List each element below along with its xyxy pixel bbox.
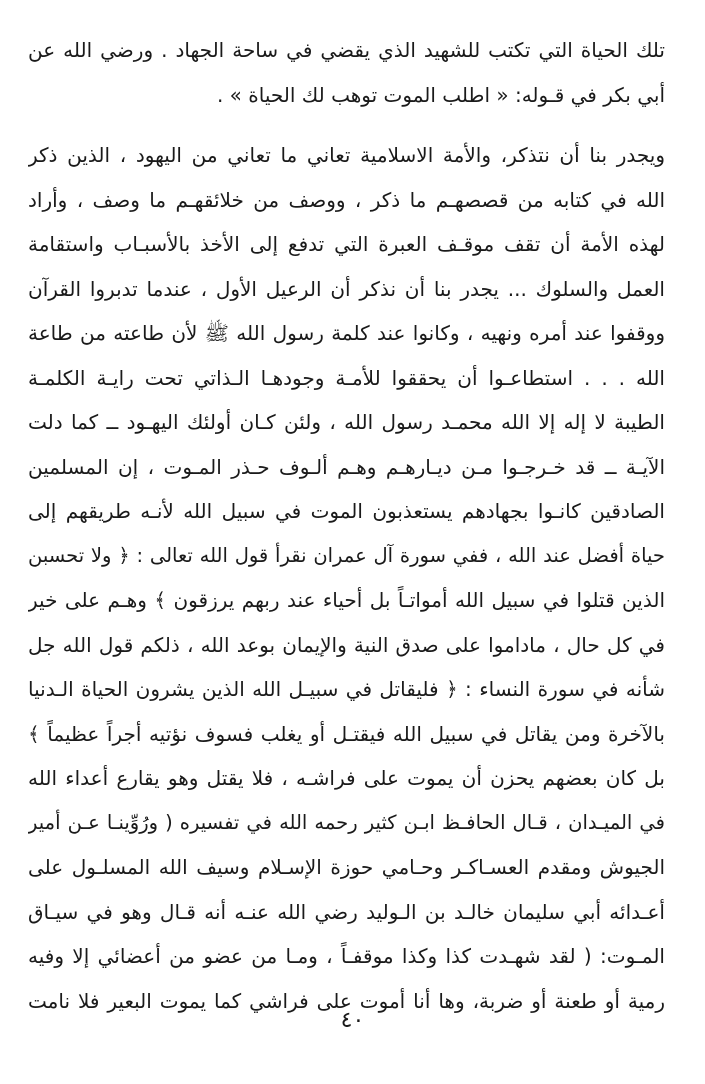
text-line: حياة أفضل عند الله ، ففي سورة آل عمران نقرأ قول الله تعالى : ﴿ ولا تحسبن: [28, 543, 665, 567]
paragraph-2: [28, 133, 665, 1023]
text-line: لهذه الأمة أن تقف موقـف العبرة التي تدفع إلى الأخذ بالأسبـاب واستقامة: [28, 232, 665, 256]
text-line: المـوت: ( لقد شهـدت كذا وكذا موقفـاً ، ومـا من عضو من أعضائي إلا وفيه: [28, 944, 665, 968]
text-line: بل كان بعضهم يحزن أن يموت على فراشـه ، فلا يقتل وهو يقارع أعداء الله: [28, 766, 665, 790]
document-page: [28, 28, 665, 1044]
text-line: العمل والسلوك ... يجدر بنا أن نذكر أن الرعيل الأول ، عندما تدبروا القرآن: [28, 276, 665, 301]
text-line: شأنه في سورة النساء : ﴿ فليقاتل في سبيـل الله الذين يشرون الحياة الـدنيا: [28, 677, 665, 701]
text-line: أعـدائه أبي سليمان خالـد بن الـوليد رضي الله عنـه أنه قـال وهو في سيـاق: [28, 899, 665, 924]
text-line: في الميـدان ، قـال الحافـظ ابـن كثير رحمه الله في تفسيره ( ورُوِّينـا عـن أمير: [28, 810, 665, 834]
text-line: الآيـة ــ قد خـرجـوا مـن ديـارهـم وهـم ألـوف حـذر المـوت ، إن المسلمين: [28, 454, 665, 479]
text-line: ووقفوا عند أمره ونهيه ، وكانوا عند كلمة رسول الله ﷺ لأن طاعته من طاعة: [28, 321, 665, 345]
text-line: الطيبة لا إله إلا الله محمـد رسول الله ، ولئن كـان أولئك اليهـود ــ كما دلت: [28, 410, 665, 434]
paragraph-1: [28, 28, 665, 117]
text-line: الذين قتلوا في سبيل الله أمواتـاً بل أحياء عند ربهم يرزقون ﴾ وهـم على خير: [28, 588, 665, 612]
text-line: الله في كتابه من قصصهـم ما ذكر ، ووصف من خلائقهـم ما وصف ، وأراد: [28, 187, 665, 212]
text-line: رمية أو طعنة أو ضربة، وها أنا أموت على فراشي كما يموت البعير فلا نامت: [28, 988, 665, 1013]
page-number: ٤٠: [340, 1008, 365, 1033]
text-line: الجيوش ومقدم العسـاكـر وحـامي حوزة الإسـلام وسيف الله المسلـول على: [28, 855, 665, 879]
text-line: في كل حال ، ماداموا على صدق النية والإيمان بوعد الله ، ذلكم قول الله جل: [28, 632, 665, 657]
text-line: أبي بكر في قـوله: « اطلب الموت توهب لك الحياة » .: [216, 82, 665, 107]
text-line: تلك الحياة التي تكتب للشهيد الذي يقضي في ساحة الجهاد . ورضي الله عن: [28, 38, 665, 62]
paragraph-gap: [28, 117, 665, 133]
text-line: ويجدر بنا أن نتذكر، والأمة الاسلامية تعاني ما تعاني من اليهود ، الذين ذكر: [28, 143, 665, 167]
text-line: الصادقين كانـوا بجهادهم يستعذبون الموت في سبيل الله لأنـه طريقهم إلى: [28, 499, 665, 523]
text-line: الله . . . استطاعـوا أن يحققوا للأمـة وجودهـا الـذاتي تحت رايـة الكلمـة: [28, 365, 665, 390]
text-line: بالآخرة ومن يقاتل في سبيل الله فيقتـل أو يغلب فسوف نؤتيه أجراً عظيماً ﴾: [28, 721, 665, 746]
